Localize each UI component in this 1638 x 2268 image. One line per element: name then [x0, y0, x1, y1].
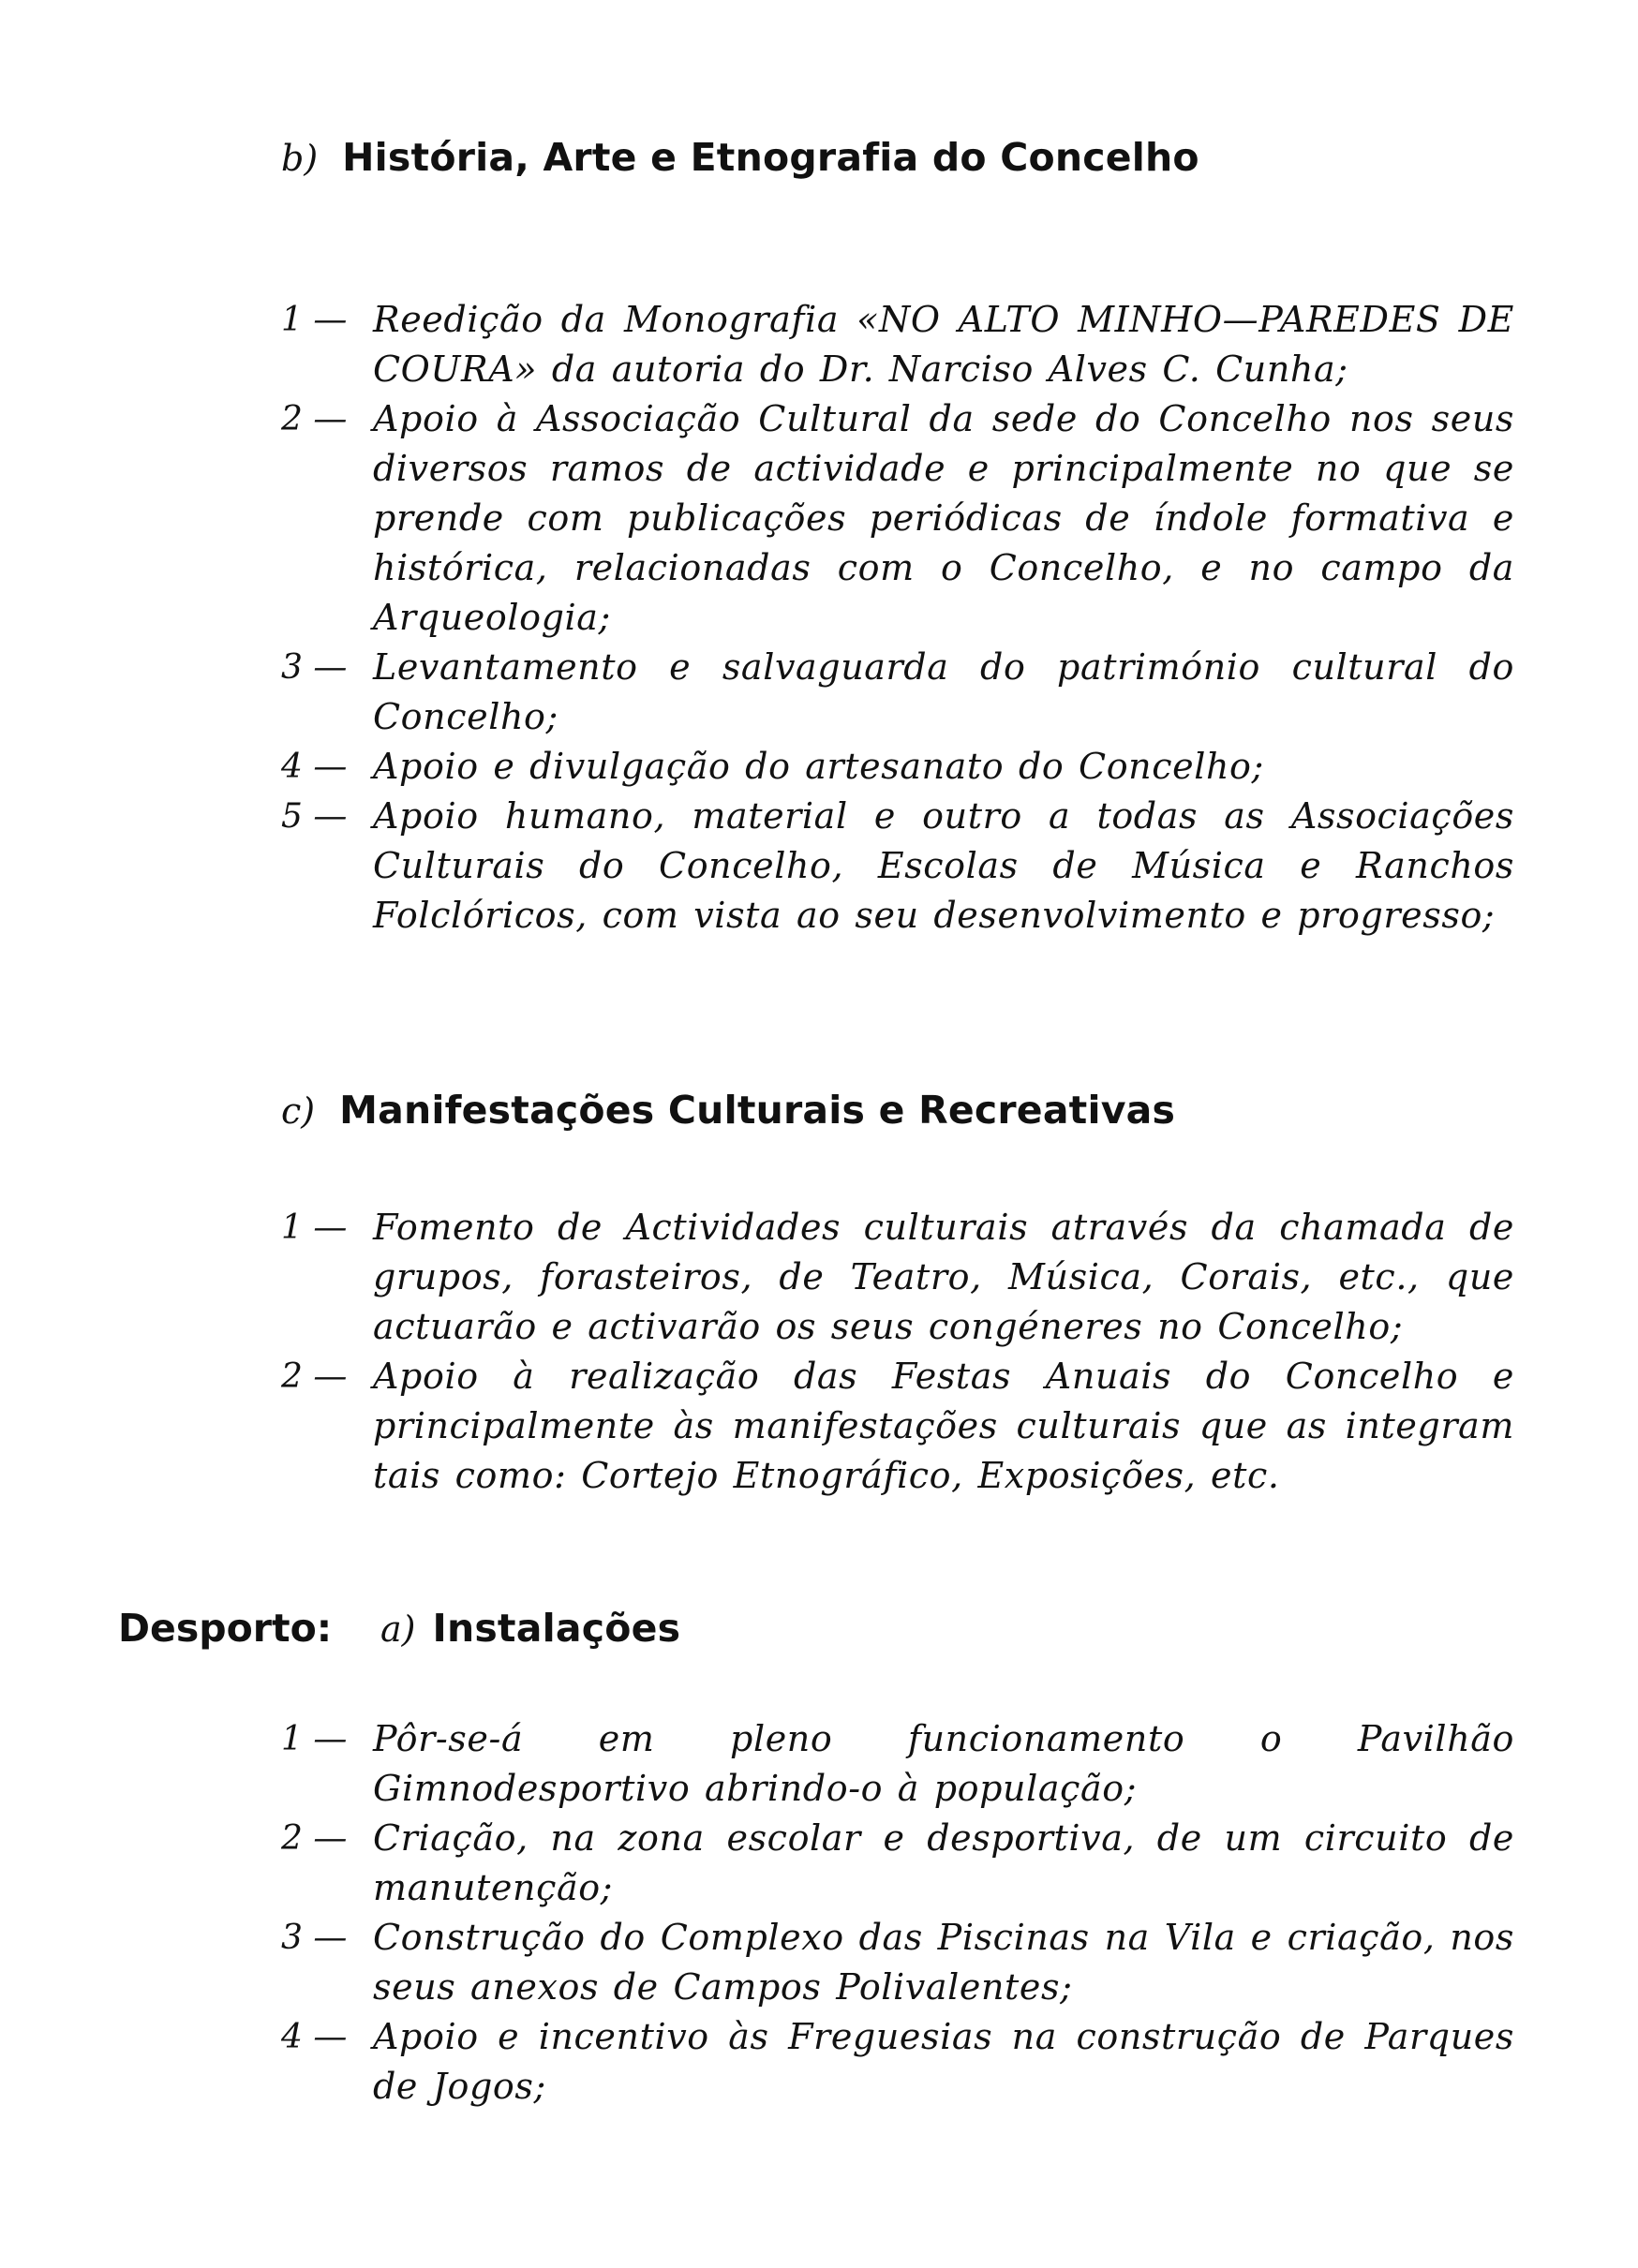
item-number: 4 — — [281, 2018, 348, 2056]
item-text: Apoio e incentivo às Freguesias na construção de Parques de Jogos; — [373, 2016, 1514, 2107]
list-item — [0, 2012, 1638, 2112]
item-text: Fomento de Actividades culturais através da chamada de grupos, forasteiros, de Teatro, Música, Corais, etc., que actuarão e activarão os seus congéneres no Concelho; — [373, 1207, 1514, 1347]
list-item — [0, 1352, 1638, 1501]
item-text: Apoio humano, material e outro a todas as Associações Culturais do Concelho, Escolas de Música e Ranchos Folclóricos, com vista ao seu desenvolvimento e progresso; — [373, 795, 1514, 936]
section-c-heading — [281, 1088, 1176, 1133]
list-item — [0, 1203, 1638, 1352]
section-c-title: Manifestações Culturais e Recreativas — [339, 1088, 1176, 1133]
item-number: 2 — — [281, 400, 348, 438]
section-c-letter: c) — [281, 1090, 316, 1132]
item-text: Apoio e divulgação do artesanato do Concelho; — [373, 746, 1264, 787]
item-text: Construção do Complexo das Piscinas na Vila e criação, nos seus anexos de Campos Polivalentes; — [373, 1917, 1514, 2008]
list-item — [0, 792, 1638, 941]
desporto-letter: a) — [380, 1608, 416, 1650]
item-number: 3 — — [281, 648, 348, 687]
item-text: Apoio à Associação Cultural da sede do Concelho nos seus diversos ramos de actividade e principalmente no que se prende com publicações periódicas de índole formativa e histórica, relacionadas com o Concelho, e no campo da Arqueologia; — [373, 398, 1514, 638]
desporto-list — [0, 1714, 1638, 2112]
item-number: 1 — — [281, 301, 348, 339]
item-number: 2 — — [281, 1357, 348, 1396]
list-item — [0, 394, 1638, 643]
desporto-label: Desporto: — [118, 1606, 333, 1651]
section-b-title: História, Arte e Etnografia do Concelho — [342, 135, 1199, 180]
desporto-title: Instalações — [432, 1606, 681, 1651]
desporto-heading — [380, 1606, 681, 1651]
section-b-letter: b) — [281, 138, 319, 179]
item-number: 4 — — [281, 748, 348, 786]
list-item — [0, 1714, 1638, 1814]
list-item — [0, 643, 1638, 742]
item-number: 1 — — [281, 1208, 348, 1247]
item-text: Apoio à realização das Festas Anuais do Concelho e principalmente às manifestações culturais que as integram tais como: Cortejo Etnográfico, Exposições, etc. — [373, 1356, 1514, 1496]
list-item — [0, 742, 1638, 792]
list-item — [0, 1814, 1638, 1913]
list-item — [0, 295, 1638, 394]
item-text: Criação, na zona escolar e desportiva, de um circuito de manutenção; — [373, 1817, 1514, 1908]
item-number: 2 — — [281, 1819, 348, 1858]
item-number: 3 — — [281, 1919, 348, 1957]
list-item — [0, 1913, 1638, 2012]
item-text: Pôr-se-á em pleno funcionamento o Pavilhão Gimnodesportivo abrindo-o à população; — [373, 1718, 1514, 1809]
section-b-heading — [281, 135, 1199, 180]
item-text: Levantamento e salvaguarda do património cultural do Concelho; — [373, 646, 1514, 737]
section-c-list — [0, 1203, 1638, 1501]
item-number: 1 — — [281, 1720, 348, 1758]
section-b-list — [0, 295, 1638, 941]
item-text: Reedição da Monografia «NO ALTO MINHO—PAREDES DE COURA» da autoria do Dr. Narciso Alves C. Cunha; — [373, 299, 1514, 390]
item-number: 5 — — [281, 797, 348, 836]
